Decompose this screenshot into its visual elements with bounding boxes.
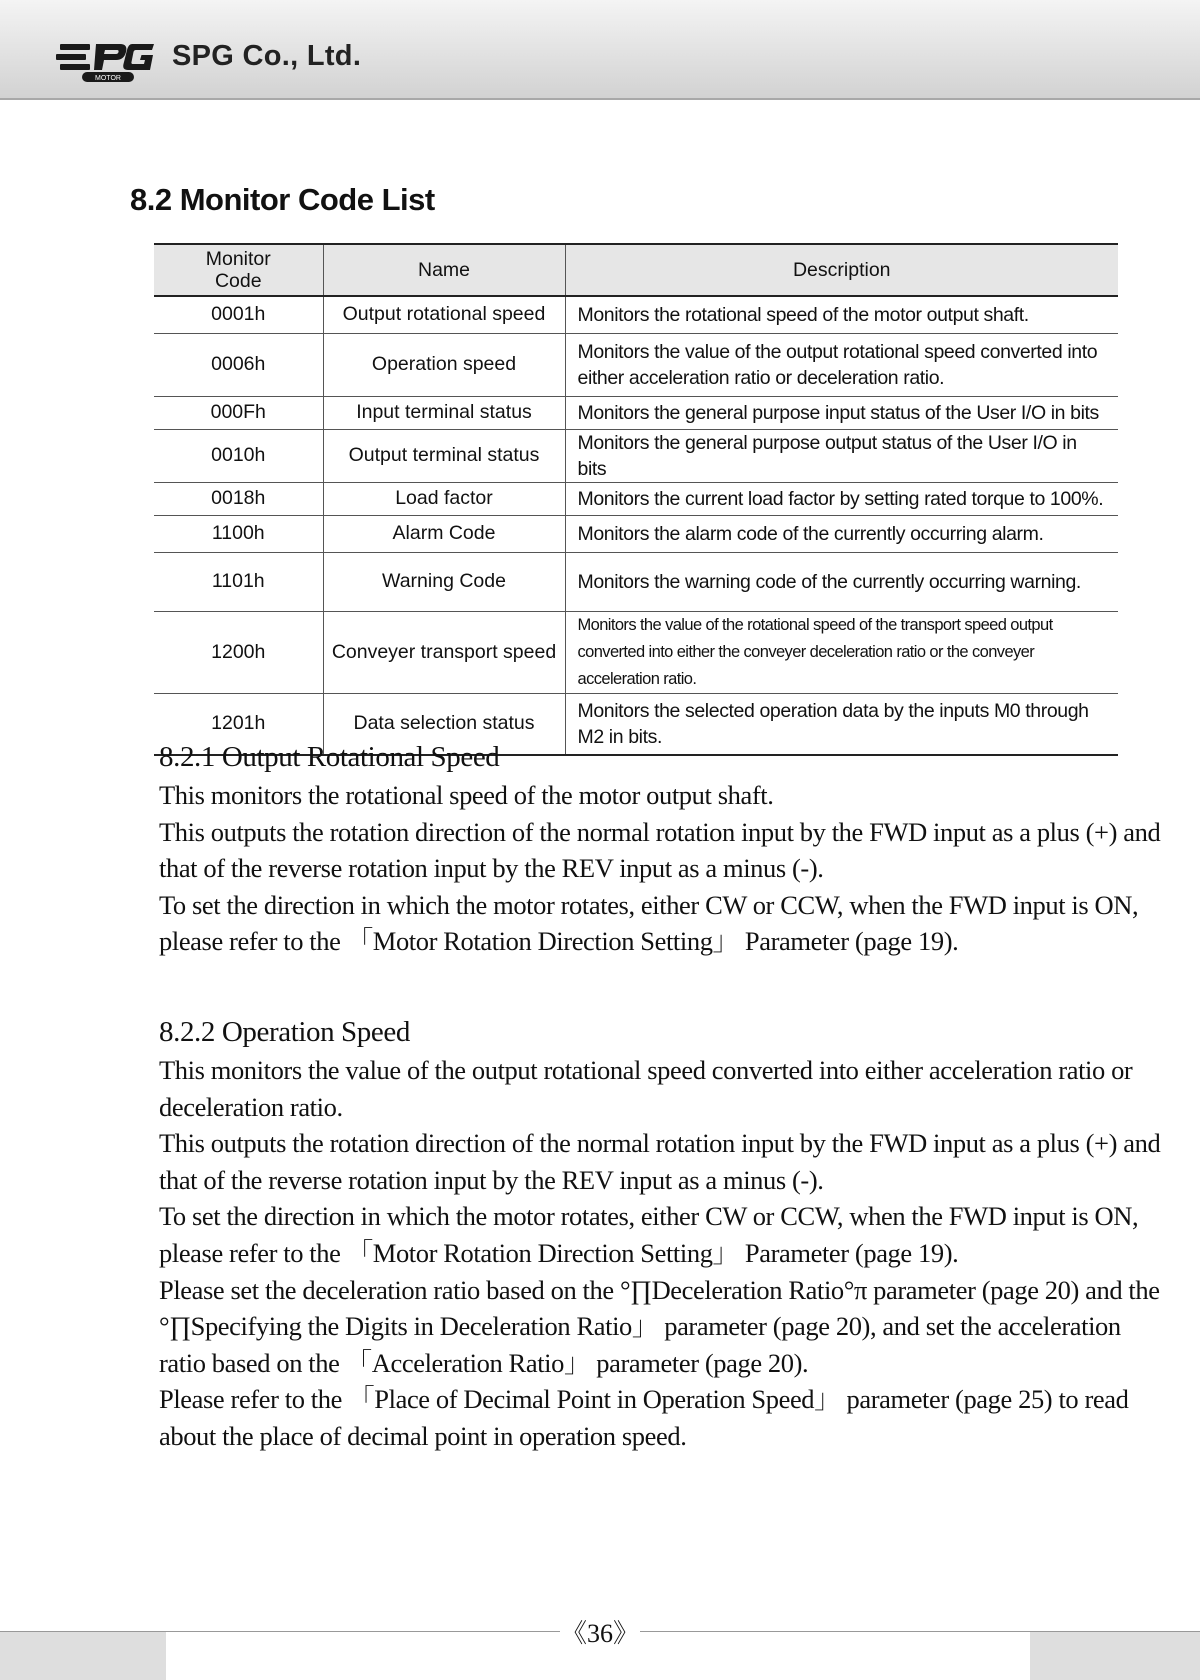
header-description: Description xyxy=(565,244,1118,296)
row-code: 0001h xyxy=(154,296,323,333)
row-description: Monitors the alarm code of the currently occurring alarm. xyxy=(565,515,1118,552)
row-description: Monitors the rotational speed of the motor output shaft. xyxy=(565,296,1118,333)
paragraph: This monitors the rotational speed of the motor output shaft. xyxy=(159,780,774,810)
row-code: 1101h xyxy=(154,552,323,611)
paragraph: To set the direction in which the motor rotates, either CW or CCW, when the FWD input is ON, please refer to the 「Motor Rotation Direction Setting」 Parameter (page 19). xyxy=(159,1201,1139,1268)
row-code: 1100h xyxy=(154,515,323,552)
row-name: Input terminal status xyxy=(323,396,565,429)
section-8-2-1 xyxy=(159,737,1169,960)
row-name: Warning Code xyxy=(323,552,565,611)
paragraph: Please refer to the 「Place of Decimal Point in Operation Speed」 parameter (page 25) to read about the place of decimal point in operation speed. xyxy=(159,1384,1129,1451)
row-code: 1201h xyxy=(211,712,266,735)
table-row xyxy=(154,429,1118,482)
header-name: Name xyxy=(323,244,565,296)
spg-logo xyxy=(56,38,156,84)
subsection-title: 8.2.1 Output Rotational Speed xyxy=(159,741,500,773)
logo-sub-text: MOTOR xyxy=(95,75,121,82)
footer-right-band xyxy=(1030,1631,1200,1680)
subsection-title: 8.2.2 Operation Speed xyxy=(159,1016,410,1048)
table-row xyxy=(154,611,1118,693)
paragraph: This monitors the value of the output rotational speed converted into either acceleration ratio or deceleration ratio. xyxy=(159,1055,1133,1122)
page-number: 《36》 xyxy=(560,1613,640,1650)
table-row xyxy=(154,333,1118,396)
section-title: 8.2 Monitor Code List xyxy=(130,182,435,217)
section-8-2-2 xyxy=(159,1012,1169,1455)
table-row xyxy=(154,296,1118,333)
row-description: Monitors the value of the output rotational speed converted into either acceleration ratio or deceleration ratio. xyxy=(565,333,1118,396)
row-code: 0010h xyxy=(154,429,323,482)
row-description: Monitors the current load factor by setting rated torque to 100%. xyxy=(565,482,1118,515)
row-code: 1200h xyxy=(154,611,323,693)
page-header xyxy=(0,0,1200,100)
row-description: Monitors the general purpose output status of the User I/O in bits xyxy=(565,429,1118,482)
monitor-code-table xyxy=(154,243,1118,756)
row-description: Monitors the warning code of the currently occurring warning. xyxy=(565,552,1118,611)
row-name: Output rotational speed xyxy=(323,296,565,333)
paragraph: This outputs the rotation direction of the normal rotation input by the FWD input as a plus (+) and that of the reverse rotation input by the REV input as a minus (-). xyxy=(159,816,1161,884)
row-description: Monitors the value of the rotational speed of the transport speed output converted into either the conveyer deceleration ratio or the conveyer acceleration ratio. xyxy=(565,611,1118,693)
table-row xyxy=(154,552,1118,611)
company-name: SPG Co., Ltd. xyxy=(172,40,362,72)
paragraph: This outputs the rotation direction of the normal rotation input by the FWD input as a plus (+) and that of the reverse rotation input by the REV input as a minus (-). xyxy=(159,1128,1161,1195)
row-name: Load factor xyxy=(323,482,565,515)
paragraph: Please set the deceleration ratio based on the °∏Deceleration Ratio°π parameter (page 20) and the °∏Specifying the Digits in Deceleration Ratio」 parameter (page 20), and set the acceleration ratio based on the 「Acceleration Ratio」 parameter (page 20). xyxy=(159,1274,1160,1378)
table-header-row xyxy=(154,244,1118,296)
row-description: Monitors the selected operation data by the inputs M0 through M2 in bits. xyxy=(565,693,1118,755)
row-code: 0006h xyxy=(154,333,323,396)
row-code: 000Fh xyxy=(154,396,323,429)
table-row xyxy=(154,396,1118,429)
table-row xyxy=(154,515,1118,552)
row-description: Monitors the general purpose input status of the User I/O in bits xyxy=(565,396,1118,429)
row-code: 0018h xyxy=(154,482,323,515)
footer-left-band xyxy=(0,1631,166,1680)
paragraph: To set the direction in which the motor rotates, either CW or CCW, when the FWD input is ON, please refer to the 「Motor Rotation Direction Setting」 Parameter (page 19). xyxy=(159,889,1139,957)
row-name: Conveyer transport speed xyxy=(323,611,565,693)
row-name: Operation speed xyxy=(323,333,565,396)
row-name: Alarm Code xyxy=(323,515,565,552)
table-row xyxy=(154,482,1118,515)
header-monitor-code: Monitor Code xyxy=(154,244,323,296)
row-name: Output terminal status xyxy=(323,429,565,482)
row-name: Data selection status xyxy=(323,693,565,755)
